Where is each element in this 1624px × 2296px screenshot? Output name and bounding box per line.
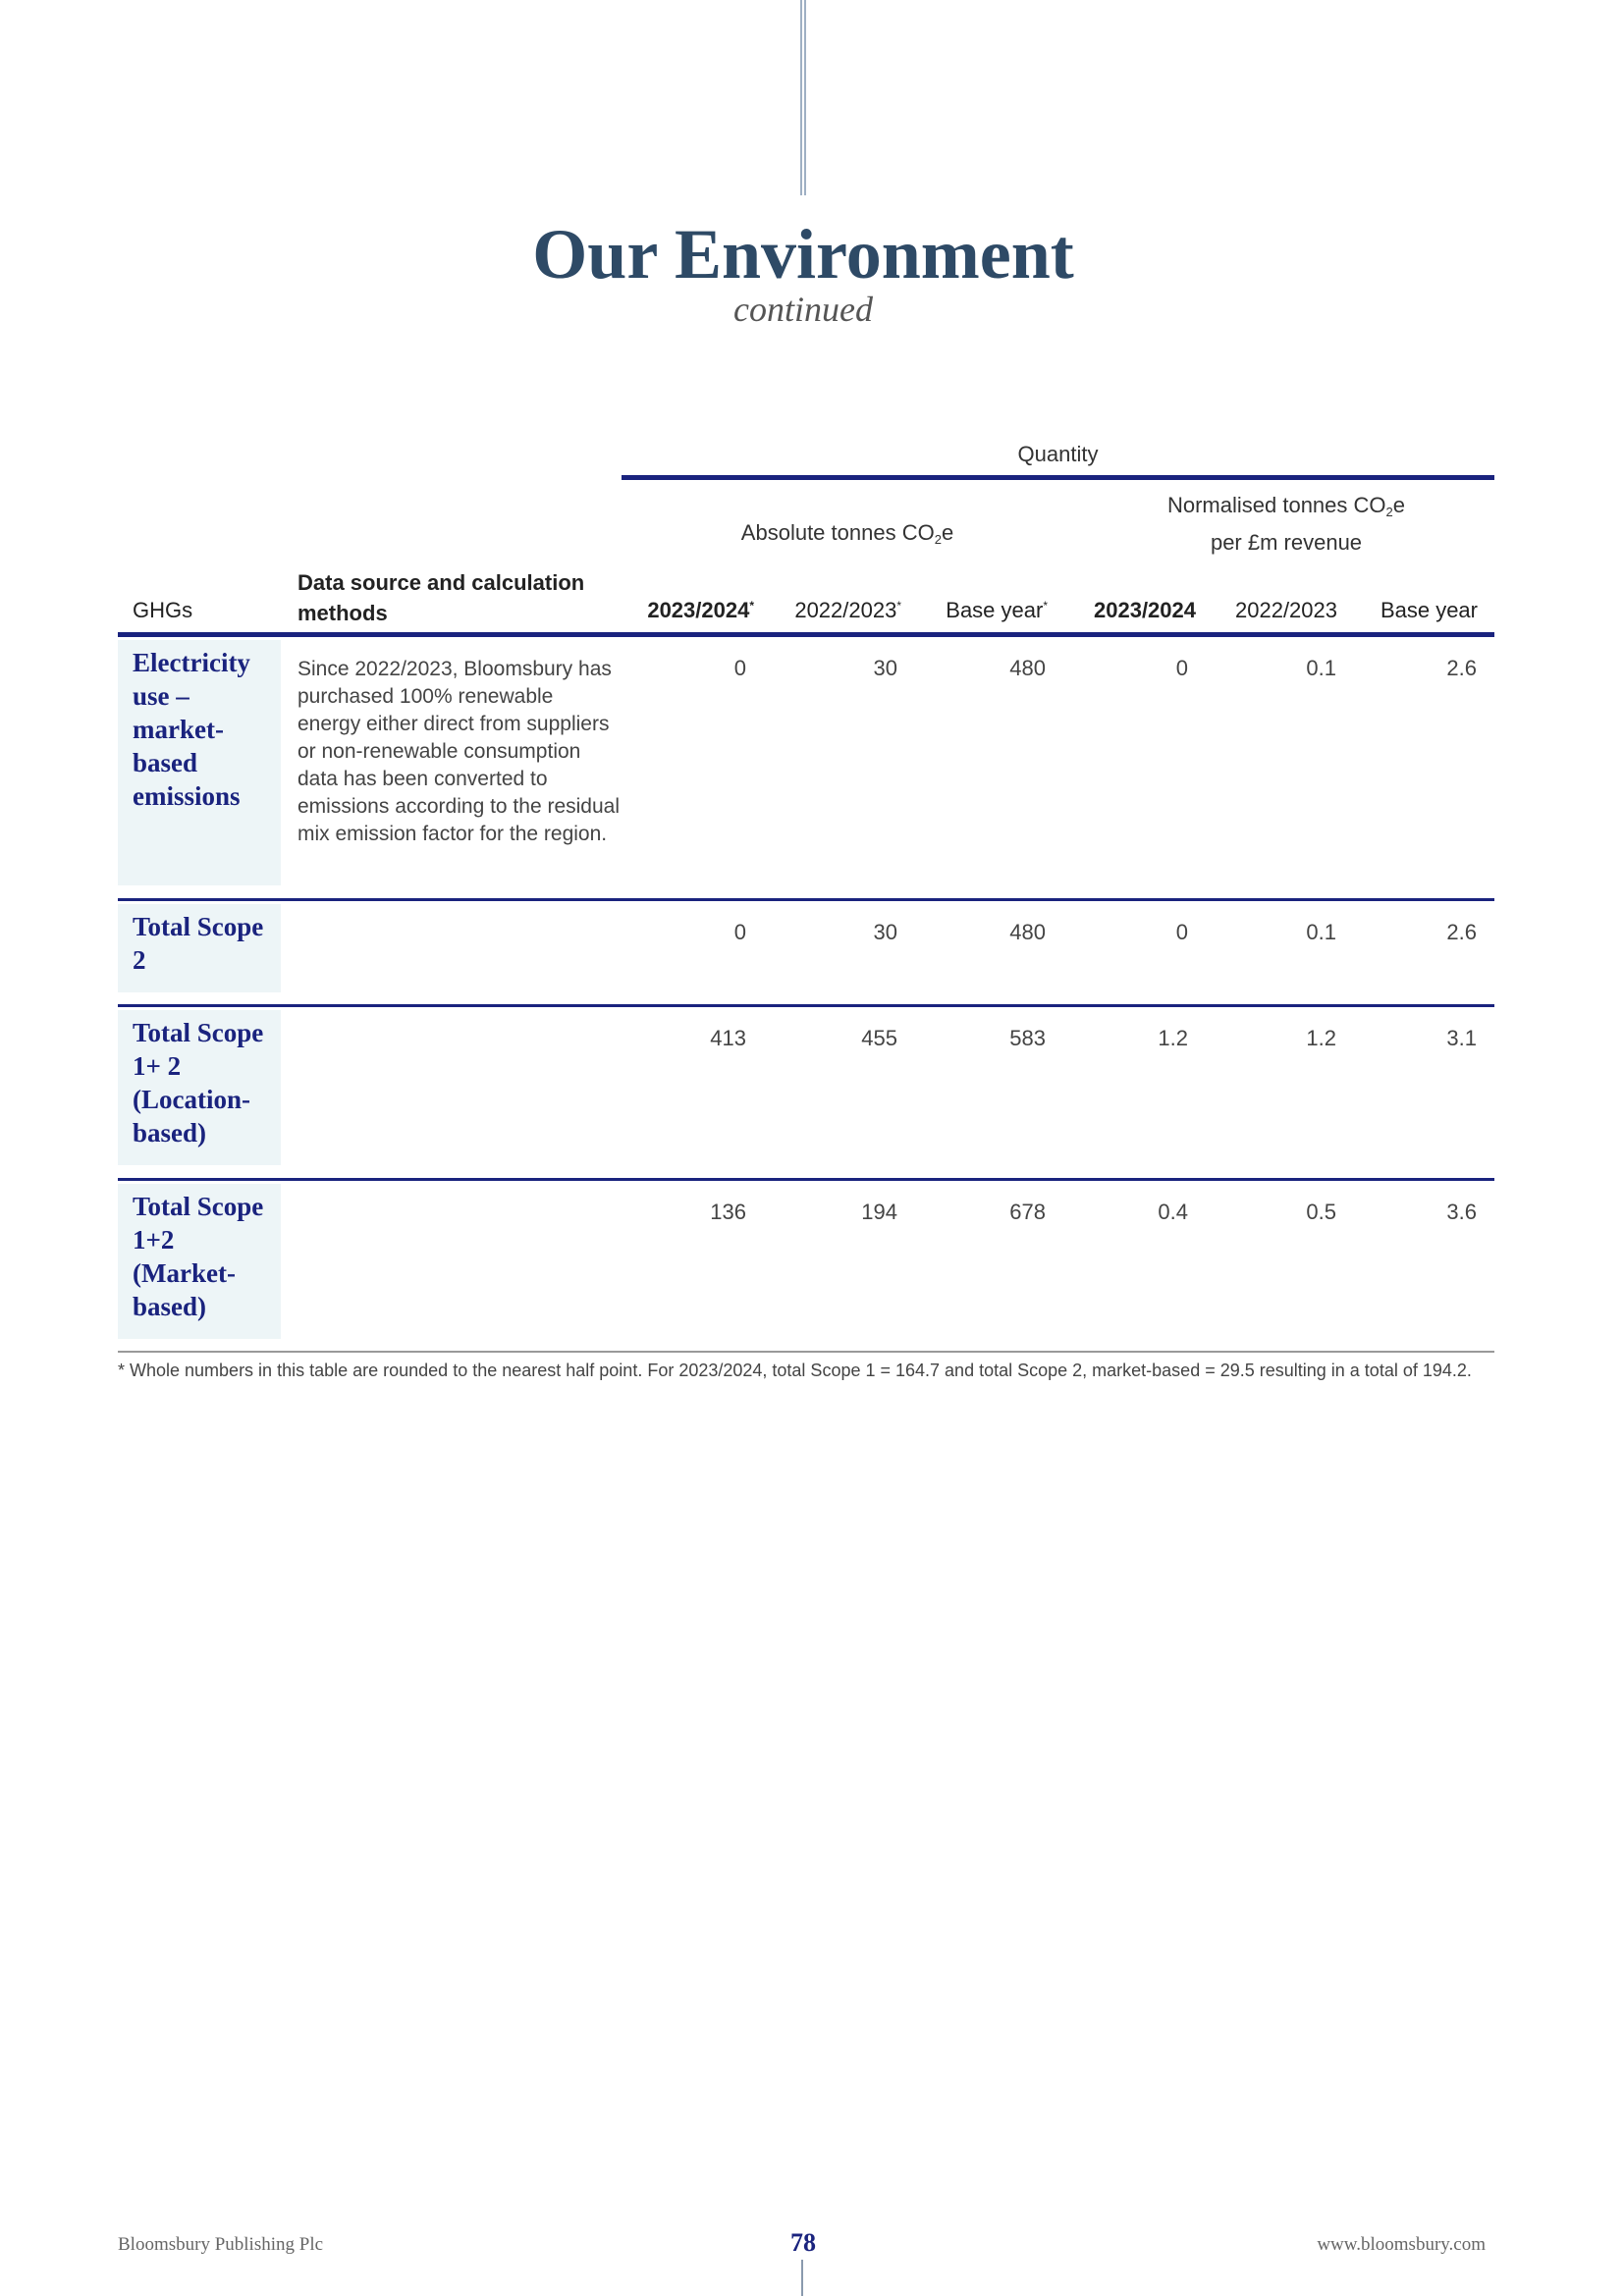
value-cell: 2.6 (1446, 656, 1477, 680)
quantity-header-rule (622, 475, 1494, 480)
value-cell: 3.1 (1446, 1026, 1477, 1050)
value-cell: 0 (1175, 920, 1188, 944)
value-cell: 30 (873, 920, 897, 944)
column-header-norm-base-year: Base year (1380, 598, 1478, 622)
row-label: Total Scope 2 (118, 904, 281, 992)
page-subtitle: continued (733, 290, 873, 329)
value-cell: 480 (1009, 920, 1046, 944)
column-header-abs-2023-2024: 2023/2024* (647, 598, 754, 622)
value-cell: 455 (861, 1026, 897, 1050)
value-cell: 0.1 (1306, 656, 1336, 680)
value-cell: 0 (733, 656, 746, 680)
row-divider (118, 1004, 1494, 1007)
row-divider (118, 1178, 1494, 1181)
value-cell: 136 (710, 1200, 746, 1224)
value-cell: 480 (1009, 656, 1046, 680)
value-cell: 2.6 (1446, 920, 1477, 944)
table-bottom-rule (118, 1351, 1494, 1353)
value-cell: 0 (1175, 656, 1188, 680)
column-header-abs-2022-2023: 2022/2023* (794, 598, 901, 622)
value-cell: 0.4 (1158, 1200, 1188, 1224)
column-header-ghgs: GHGs (133, 598, 193, 622)
value-cell: 583 (1009, 1026, 1046, 1050)
table-footnote: * Whole numbers in this table are rounded to the nearest half point. For 2023/2024, total Scope 1 = 164.7 and total Scope 2, market-based = 29.5 resulting in a total of 194.2. (118, 1361, 1472, 1380)
value-cell: 678 (1009, 1200, 1046, 1224)
value-cell: 0.1 (1306, 920, 1336, 944)
value-cell: 194 (861, 1200, 897, 1224)
page-number: 78 (790, 2228, 816, 2257)
bottom-divider-line (801, 2260, 803, 2296)
value-cell: 413 (710, 1026, 746, 1050)
row-label: Total Scope 1+2 (Market-based) (118, 1184, 281, 1339)
normalised-tonnes-header: Normalised tonnes $CO_2e$ per £m revenue (1166, 493, 1406, 555)
value-cell: 30 (873, 656, 897, 680)
value-cell: 3.6 (1446, 1200, 1477, 1224)
row-divider (118, 898, 1494, 901)
page-title: Our Environment (532, 215, 1074, 294)
footer-company: Bloomsbury Publishing Plc (118, 2234, 324, 2255)
quantity-header: Quantity (1017, 442, 1099, 466)
value-cell: 1.2 (1306, 1026, 1336, 1050)
row-description: Since 2022/2023, Bloomsbury has purchased 100% renewable energy either direct from suppliers or non-renewable consumption data has been converted to emissions according to the residual mix emission factor for the region. (298, 658, 621, 845)
value-cell: 0.5 (1306, 1200, 1336, 1224)
row-label: Electricity use – market-based emissions (118, 640, 281, 885)
top-divider-line (800, 0, 806, 195)
value-cell: 1.2 (1158, 1026, 1188, 1050)
column-header-norm-2022-2023: 2022/2023 (1235, 598, 1337, 622)
value-cell: 0 (733, 920, 746, 944)
column-header-norm-2023-2024: 2023/2024 (1094, 598, 1196, 622)
absolute-tonnes-header: Absolute tonnes $CO_2e$ (740, 520, 954, 547)
column-header-abs-base-year: Base year* (946, 598, 1048, 622)
table-header-rule (118, 632, 1494, 637)
column-header-methods: Data source and calculation methods (298, 570, 585, 625)
row-label: Total Scope 1+ 2 (Location-based) (118, 1010, 281, 1165)
footer-website-link[interactable]: www.bloomsbury.com (1317, 2234, 1486, 2255)
